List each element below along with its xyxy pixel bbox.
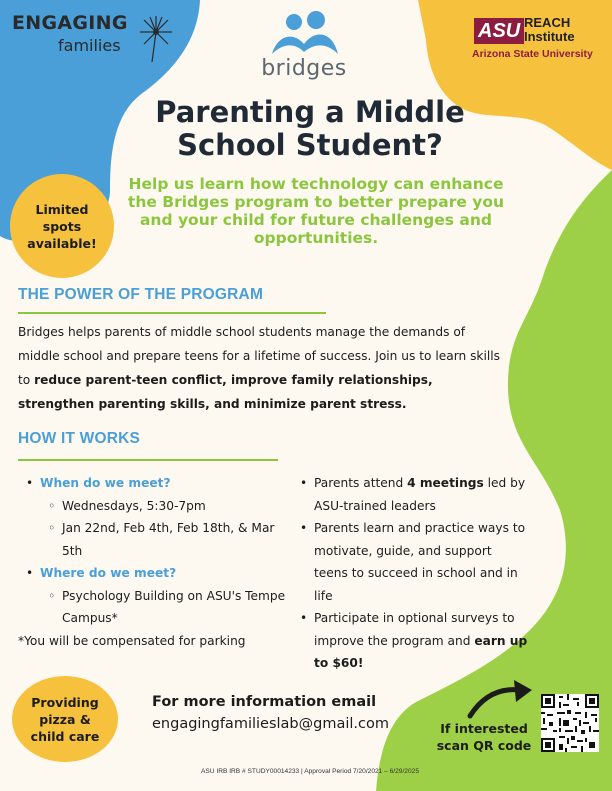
pizza-badge-line-1: Providing <box>31 694 99 710</box>
engaging-families-wordmark-top: ENGAGING <box>12 12 128 34</box>
engaging-families-logo <box>12 10 172 66</box>
where-place-item: ◦ Psychology Building on ASU's Tempe Campus* <box>22 585 292 630</box>
how-heading-underline <box>18 459 278 461</box>
power-section-heading: THE POWER OF THE PROGRAM <box>18 286 264 303</box>
dandelion-icon <box>138 14 174 64</box>
asu-university-name: Arizona State University <box>472 48 593 60</box>
reach-line-1: REACH <box>524 15 571 30</box>
qr-code[interactable] <box>541 694 599 752</box>
arrow-right-icon <box>466 676 536 722</box>
limited-badge-line-2: spots <box>42 218 82 234</box>
qr-label-line-1: If interested <box>440 721 528 736</box>
power-text-separator: , <box>222 373 231 387</box>
meetings-count: 4 meetings <box>407 476 484 490</box>
pizza-badge-line-3: child care <box>30 728 100 744</box>
page-title <box>140 96 480 162</box>
limited-spots-badge <box>10 174 114 278</box>
meeting-details-column <box>18 472 292 652</box>
where-label: Where do we meet? <box>40 566 177 580</box>
power-heading-underline <box>18 312 326 314</box>
power-text-plain: Bridges helps parents of middle school students manage the demands of middle school and prepare teens for a lifetime of success. Join us to learn skills to <box>18 325 501 387</box>
power-text-bold-2: improve family relationships, strengthen parenting skills, and minimize parent stress. <box>18 373 433 411</box>
survey-reward: earn up to $60! <box>314 633 528 670</box>
irb-footer: ASU IRB IRB # STUDY00014233 | Approval Period 7/20/2021 – 6/29/2025 <box>201 768 419 775</box>
survey-text: Participate in optional surveys to improve the program and <box>314 611 515 648</box>
contact-label: For more information email <box>152 694 377 710</box>
power-section-text <box>18 320 504 416</box>
where-item <box>22 562 292 585</box>
reach-line-2: Institute <box>524 29 575 44</box>
power-text-bold-1: reduce parent-teen conflict <box>34 373 223 387</box>
pizza-childcare-badge <box>12 676 118 762</box>
limited-badge-line-3: available! <box>27 235 97 251</box>
bridges-logo <box>258 10 350 82</box>
reach-institute-name <box>524 16 575 44</box>
engaging-families-wordmark-bottom: families <box>58 36 121 55</box>
when-label: When do we meet? <box>40 476 171 490</box>
subtitle: Help us learn how technology can enhance the Bridges program to better prepare you and your child for future challenges and opportunities. <box>127 175 505 247</box>
how-section-heading: HOW IT WORKS <box>18 430 141 447</box>
meetings-text-c: led by ASU-trained leaders <box>314 476 526 513</box>
qr-label-line-2: scan QR code <box>436 738 532 753</box>
parking-note: *You will be compensated for parking <box>18 633 246 648</box>
contact-info <box>152 692 432 736</box>
meetings-item <box>296 472 528 517</box>
when-dates-item: ◦ Jan 22nd, Feb 4th, Feb 18th, & Mar 5th <box>22 517 292 562</box>
survey-item <box>296 607 528 675</box>
bridges-people-icon <box>258 10 350 58</box>
when-day-item: ◦ Wednesdays, 5:30-7pm <box>22 495 292 518</box>
contact-email-link[interactable]: engagingfamilieslab@gmail.com <box>152 716 389 732</box>
meetings-text-a: Parents attend <box>314 476 408 490</box>
title-line-2: School Student? <box>177 128 443 162</box>
limited-badge-line-1: Limited <box>35 201 89 217</box>
program-details-column <box>296 472 528 675</box>
learn-item: • Parents learn and practice ways to motivate, guide, and support teens to succeed in school and in life <box>296 517 528 607</box>
bridges-wordmark: bridges <box>261 56 347 81</box>
asu-reach-logo <box>470 16 606 66</box>
when-item <box>22 472 292 495</box>
qr-label <box>428 720 540 754</box>
pizza-badge-line-2: pizza & <box>39 711 91 727</box>
asu-mark: ASU <box>474 18 524 44</box>
title-line-1: Parenting a Middle <box>155 95 465 129</box>
